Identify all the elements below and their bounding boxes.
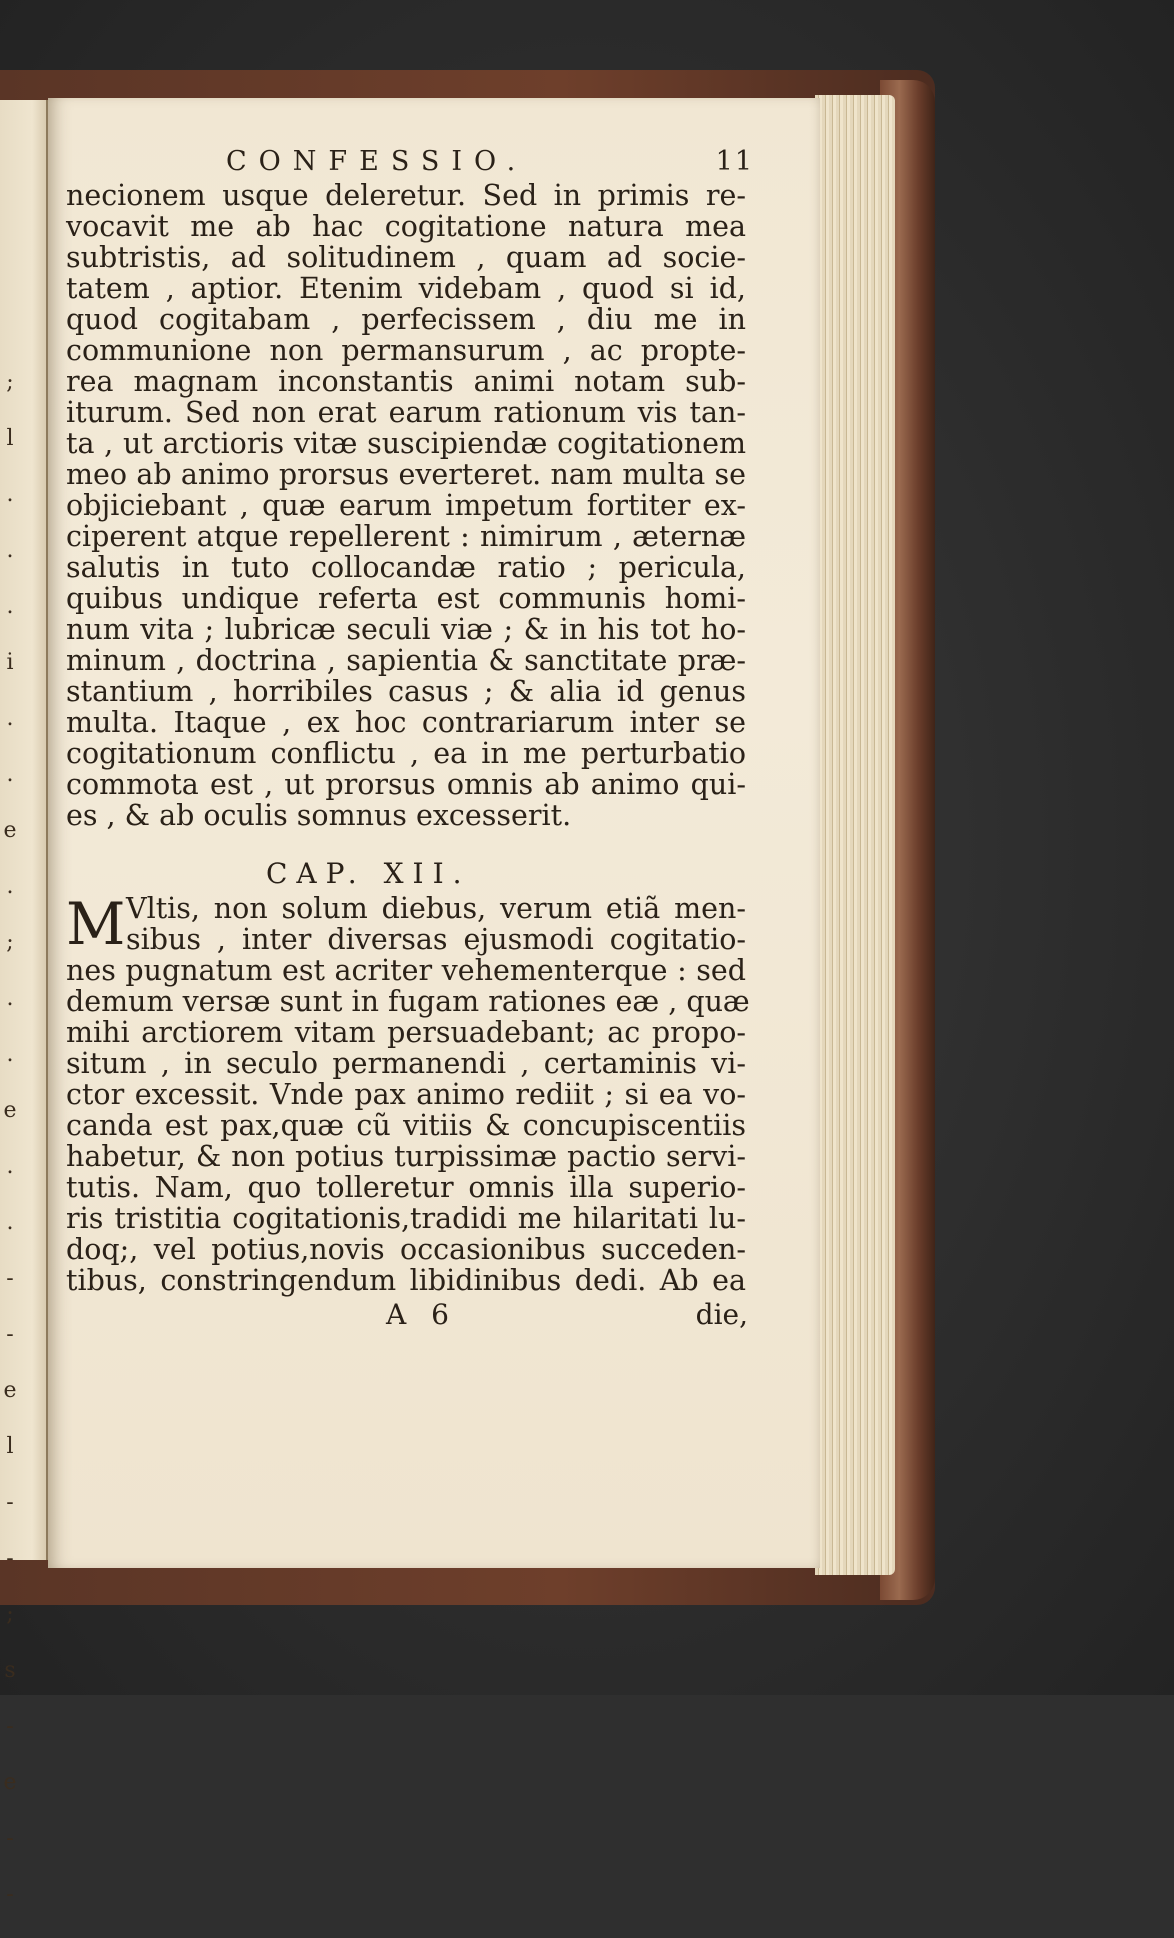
running-head [66,146,754,180]
drop-cap: M [66,890,126,958]
paragraph-1 [66,180,746,831]
left-page-mark: ; [6,370,14,395]
page-footer [66,1296,746,1330]
left-page-mark: - [6,1826,14,1851]
text-line: rea magnam inconstantis animi notam sub- [66,365,746,398]
text-line: quod cogitabam , perfecissem , diu me in [66,303,746,336]
text-line: commota est , ut prorsus omnis ab animo qui- [66,768,746,801]
text-line: salutis in tuto collocandæ ratio ; pericula, [66,551,746,584]
left-page-mark: . [6,706,14,731]
left-page-mark: s [4,1658,16,1683]
text-line: quibus undique referta est communis homi- [66,582,746,615]
left-page-mark: . [6,594,14,619]
left-page-mark: l [6,426,14,451]
left-page-mark: - [6,1714,14,1739]
text-line: demum versæ sunt in fugam rationes eæ , quæ [66,985,750,1018]
text-line: stantium , horribiles casus ; & alia id genus [66,675,746,708]
text-line: iturum. Sed non erat earum rationum vis tan- [66,396,746,429]
left-page-mark: - [6,1266,14,1291]
page-stack-edge [815,95,895,1575]
book-page [48,98,820,1568]
text-line: situm , in seculo permanendi , certaminis vi- [66,1047,746,1080]
text-line: num vita ; lubricæ seculi viæ ; & in his tot ho- [66,613,746,646]
text-line: tatem , aptior. Etenim videbam , quod si id, [66,272,746,305]
left-page-edge [0,100,48,1907]
text-line: sibus , inter diversas ejusmodi cogitatio- [126,923,746,956]
dropcap-lines [126,893,746,955]
paragraph-2 [66,954,750,1297]
left-page-mark: - [6,1546,14,1571]
left-page-mark: e [3,818,17,843]
text-line: necionem usque deleretur. Sed in primis re- [66,179,746,212]
signature-mark: A 6 [386,1298,457,1331]
text-line: ta , ut arctioris vitæ suscipiendæ cogitationem [66,427,746,460]
left-page-mark: . [6,538,14,563]
left-page-mark: . [6,482,14,507]
left-page-mark: ; [6,1602,14,1627]
left-page-mark: - [6,1882,14,1907]
running-head-title: CONFESSIO. [226,146,528,177]
text-line: minum , doctrina , sapientia & sanctitate præ- [66,644,746,677]
text-line: tutis. Nam, quo tolleretur omnis illa superio- [66,1171,746,1204]
text-line: ctor excessit. Vnde pax animo rediit ; si ea vo- [66,1078,746,1111]
left-page-mark: . [6,874,14,899]
left-page-mark: - [6,1490,14,1515]
catchword: die, [695,1298,748,1331]
text-line: habetur, & non potius turpissimæ pactio servi- [66,1140,746,1173]
left-page-mark: . [6,1210,14,1235]
text-line: mihi arctiorem vitam persuadebant; ac propo- [66,1016,746,1049]
text-line: communione non permansurum , ac propte- [66,334,746,367]
text-line: ris tristitia cogitationis,tradidi me hilaritati lu- [66,1202,746,1235]
text-line: doq;, vel potius,novis occasionibus succeden- [66,1233,746,1266]
dropcap-block [66,890,746,958]
left-page-mark: i [6,650,14,675]
page-number: 11 [715,146,754,177]
text-line: tibus, constringendum libidinibus dedi. Ab ea [66,1264,746,1297]
text-line: subtristis, ad solitudinem , quam ad socie- [66,241,746,274]
left-page-mark: e [3,1770,17,1795]
left-page-mark: ; [6,930,14,955]
left-page-mark: . [6,1154,14,1179]
chapter-heading: CAP. XII. [266,857,471,890]
text-line: es , & ab oculis somnus excesserit. [66,799,572,832]
left-page-marks [0,370,20,1938]
text-line: vocavit me ab hac cogitatione natura mea [66,210,746,243]
left-page-mark: e [3,1378,17,1403]
text-line: Vltis, non solum diebus, verum etiã men- [126,892,746,925]
text-line: cogitationum conflictu , ea in me perturbatio [66,737,746,770]
text-line: ciperent atque repellerent : nimirum , æternæ [66,520,746,553]
text-line: objiciebant , quæ earum impetum fortiter ex- [66,489,746,522]
left-page-mark: e [3,1098,17,1123]
text-line: nes pugnatum est acriter vehementerque : sed [66,954,746,987]
text-line: meo ab animo prorsus everteret. nam multa se [66,458,746,491]
left-page-mark: l [6,1434,14,1459]
left-page-mark: . [6,986,14,1011]
page-content [66,146,754,1331]
text-line: canda est pax,quæ cũ vitiis & concupiscentiis [66,1109,746,1142]
left-page-mark: - [6,1322,14,1347]
left-page-mark: . [6,1042,14,1067]
text-line: multa. Itaque , ex hoc contrariarum inter se [66,706,746,739]
left-page-mark: . [6,762,14,787]
